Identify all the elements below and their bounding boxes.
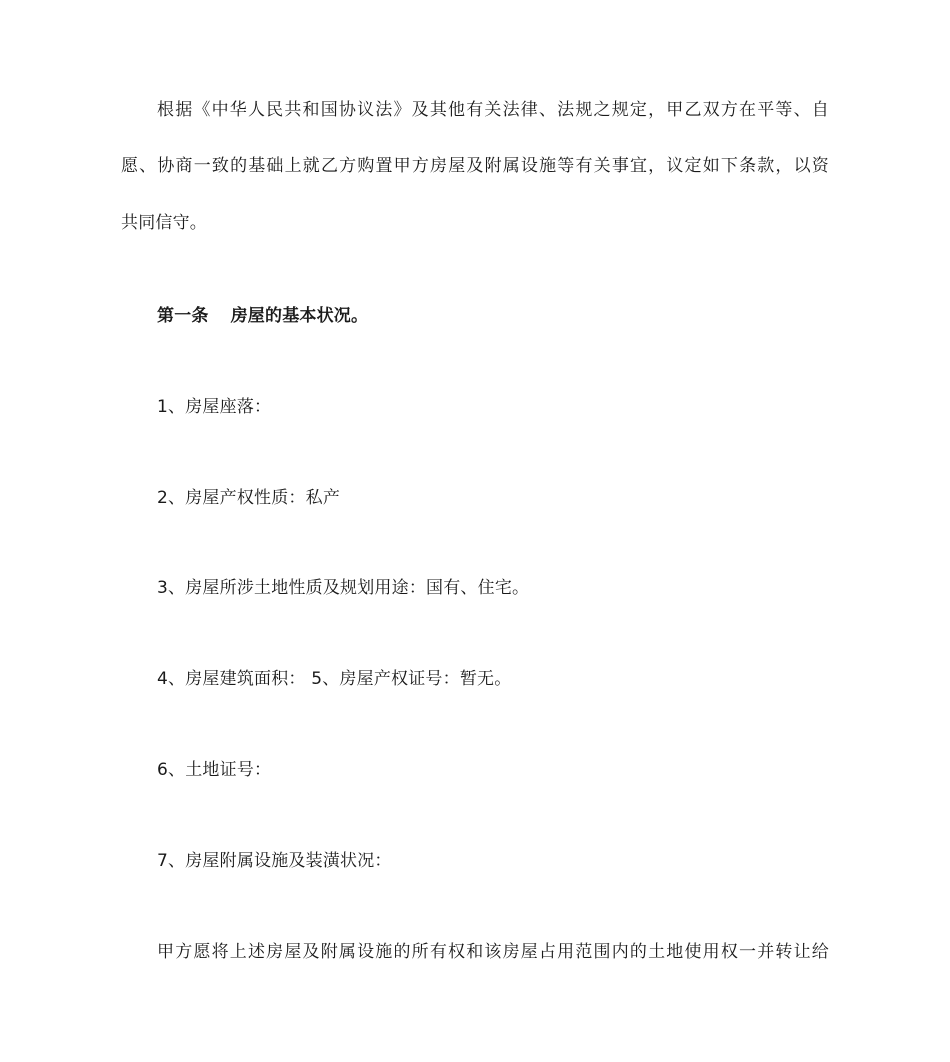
article-1-heading bbox=[157, 305, 368, 327]
item-land-nature: 3、房屋所涉土地性质及规划用途：国有、住宅。 bbox=[157, 578, 530, 598]
intro-line-1: 根据《中华人民共和国协议法》及其他有关法律、法规之规定，甲乙双方在平等、自 bbox=[157, 100, 829, 120]
article-1-title: 房屋的基本状况。 bbox=[230, 306, 369, 326]
intro-line-2: 愿、协商一致的基础上就乙方购置甲方房屋及附属设施等有关事宜，议定如下条款，以资 bbox=[121, 156, 829, 176]
article-1-number: 第一条 bbox=[157, 306, 209, 326]
item-facilities: 7、房屋附属设施及装潢状况： bbox=[157, 851, 392, 871]
transfer-line-1: 甲方愿将上述房屋及附属设施的所有权和该房屋占用范围内的土地使用权一并转让给 bbox=[157, 942, 829, 962]
item-property-nature: 2、房屋产权性质：私产 bbox=[157, 488, 341, 508]
intro-line-3: 共同信守。 bbox=[121, 213, 207, 233]
item-land-certificate: 6、土地证号： bbox=[157, 760, 272, 780]
item-area-and-certificate: 4、房屋建筑面积： 5、房屋产权证号：暂无。 bbox=[157, 669, 512, 689]
item-house-location: 1、房屋座落： bbox=[157, 397, 272, 417]
